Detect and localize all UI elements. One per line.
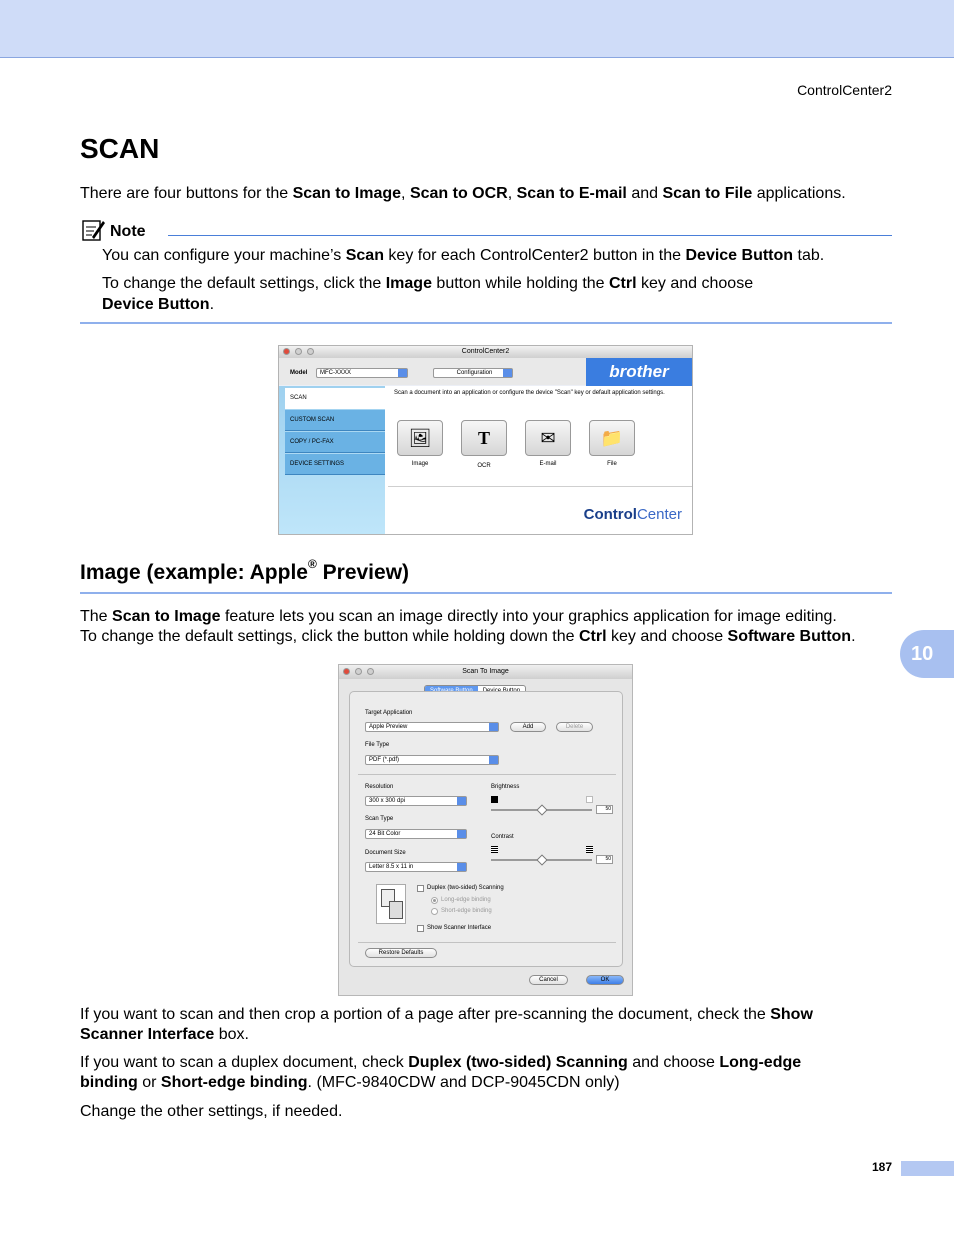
scan-file-button[interactable]: [589, 420, 635, 456]
brightness-slider-knob[interactable]: [536, 804, 547, 815]
ocr-caption: OCR: [477, 463, 491, 469]
target-app-label: Target Application: [365, 710, 413, 716]
short-edge-radio[interactable]: [431, 908, 438, 915]
note-divider: [168, 235, 892, 236]
contrast-label: Contrast: [491, 834, 514, 840]
show-scanner-checkbox[interactable]: [417, 925, 424, 932]
file-type-label: File Type: [365, 742, 390, 748]
cc2-main-panel: [385, 386, 693, 535]
target-app-select[interactable]: Apple Preview: [365, 722, 499, 732]
page-number: 187: [871, 1160, 892, 1174]
short-edge-label: Short-edge binding: [441, 908, 492, 914]
document-size-label: Document Size: [365, 850, 406, 856]
tab-device-settings[interactable]: DEVICE SETTINGS: [285, 454, 385, 475]
configuration-button[interactable]: Configuration: [433, 368, 513, 378]
document-size-select[interactable]: Letter 8.5 x 11 in: [365, 862, 467, 872]
resolution-label: Resolution: [365, 784, 394, 790]
note-label: Note: [110, 223, 146, 240]
cc2-sidebar: [279, 386, 385, 535]
email-caption: E-mail: [539, 461, 557, 467]
cc2-divider: [388, 486, 693, 487]
subsection-divider: [80, 592, 892, 594]
image-icon: 🖼: [408, 428, 432, 448]
minimize-window-icon[interactable]: [295, 348, 302, 355]
close-window-icon[interactable]: [343, 668, 350, 675]
chapter-header: ControlCenter2: [797, 82, 892, 98]
duplex-label: Duplex (two-sided) Scanning: [427, 885, 504, 891]
show-scanner-label: Show Scanner Interface: [427, 925, 492, 931]
tab-custom-scan[interactable]: CUSTOM SCAN: [285, 410, 385, 431]
restore-defaults-button[interactable]: Restore Defaults: [365, 948, 437, 958]
contrast-high-icon: [586, 846, 593, 853]
controlcenter2-screenshot: [278, 345, 693, 535]
controlcenter-logo: ControlCenter: [583, 506, 682, 523]
tab-scan[interactable]: SCAN: [285, 388, 385, 409]
note-pencil-icon: [82, 218, 106, 242]
other-settings-paragraph: Change the other settings, if needed.: [80, 1103, 343, 1120]
cc2-description: Scan a document into an application or configure the device "Scan" key or default application settings.: [394, 390, 665, 396]
scan-type-label: Scan Type: [365, 816, 394, 822]
contrast-slider-knob[interactable]: [536, 854, 547, 865]
add-button[interactable]: Add: [510, 722, 546, 732]
show-scanner-paragraph: If you want to scan and then crop a portion of a page after pre-scanning the document, check the Show Scanner Interface box.: [80, 1006, 813, 1043]
file-type-select[interactable]: PDF (*.pdf): [365, 755, 499, 765]
panel-divider-bottom: [358, 942, 616, 943]
zoom-window-icon[interactable]: [307, 348, 314, 355]
minimize-window-icon[interactable]: [355, 668, 362, 675]
note-bottom-divider: [80, 322, 892, 324]
scan-ocr-button[interactable]: [461, 420, 507, 456]
page-number-bar: [901, 1161, 954, 1176]
section-title: SCAN: [80, 133, 160, 164]
email-icon: ✉: [540, 428, 556, 448]
contrast-low-icon: [491, 846, 498, 853]
chapter-tab: 10: [900, 630, 954, 678]
brother-logo: brother: [586, 358, 692, 386]
long-edge-label: Long-edge binding: [441, 897, 491, 903]
subsection-title: Image (example: Apple® Preview): [80, 557, 410, 584]
duplex-paragraph: If you want to scan a duplex document, check Duplex (two-sided) Scanning and choose Long-edge binding or Short-edge binding. (MFC-9840CDW and DCP-9045CDN only): [80, 1054, 802, 1091]
note-paragraph-2: To change the default settings, click the Image button while holding the Ctrl key and choose Device Button.: [102, 275, 754, 313]
resolution-select[interactable]: 300 x 300 dpi: [365, 796, 467, 806]
folder-icon: 📁: [600, 428, 624, 448]
model-select[interactable]: MFC-XXXX: [316, 368, 408, 378]
note-paragraph-1: You can configure your machine’s Scan key for each ControlCenter2 button in the Device Button tab.: [102, 247, 825, 264]
tab-copy-pc-fax[interactable]: COPY / PC-FAX: [285, 432, 385, 453]
contrast-value[interactable]: 50: [596, 855, 613, 864]
long-edge-radio[interactable]: [431, 897, 438, 904]
cancel-button[interactable]: Cancel: [529, 975, 568, 985]
top-banner: [0, 0, 954, 58]
brightness-dark-icon: [491, 796, 498, 803]
dialog-title: Scan To Image: [462, 668, 509, 675]
cc2-titlebar: [279, 346, 692, 358]
scan-to-image-paragraph: The Scan to Image feature lets you scan an image directly into your graphics application for image editing. To change the default settings, click the button while holding down the Ctrl key and choose Software Button.: [80, 608, 856, 645]
dialog-settings-panel: [349, 691, 623, 967]
duplex-checkbox[interactable]: [417, 885, 424, 892]
scan-email-button[interactable]: [525, 420, 571, 456]
file-caption: File: [607, 461, 617, 467]
image-caption: Image: [411, 461, 429, 467]
dialog-titlebar: [339, 665, 632, 679]
note-box: [80, 218, 892, 313]
duplex-document-icon: [376, 884, 406, 924]
intro-paragraph: There are four buttons for the Scan to Image, Scan to OCR, Scan to E-mail and Scan to File applications.: [80, 185, 846, 202]
panel-divider: [358, 774, 616, 775]
scan-image-button[interactable]: [397, 420, 443, 456]
zoom-window-icon[interactable]: [367, 668, 374, 675]
brightness-label: Brightness: [491, 784, 520, 790]
ocr-icon: T: [477, 428, 490, 448]
brightness-value[interactable]: 50: [596, 805, 613, 814]
scan-type-select[interactable]: 24 Bit Color: [365, 829, 467, 839]
scan-to-image-dialog: [338, 664, 633, 996]
delete-button[interactable]: Delete: [556, 722, 593, 732]
close-window-icon[interactable]: [283, 348, 290, 355]
brightness-light-icon: [586, 796, 593, 803]
cc2-title: ControlCenter2: [461, 348, 510, 355]
model-label: Model: [290, 370, 308, 376]
ok-button[interactable]: OK: [586, 975, 624, 985]
